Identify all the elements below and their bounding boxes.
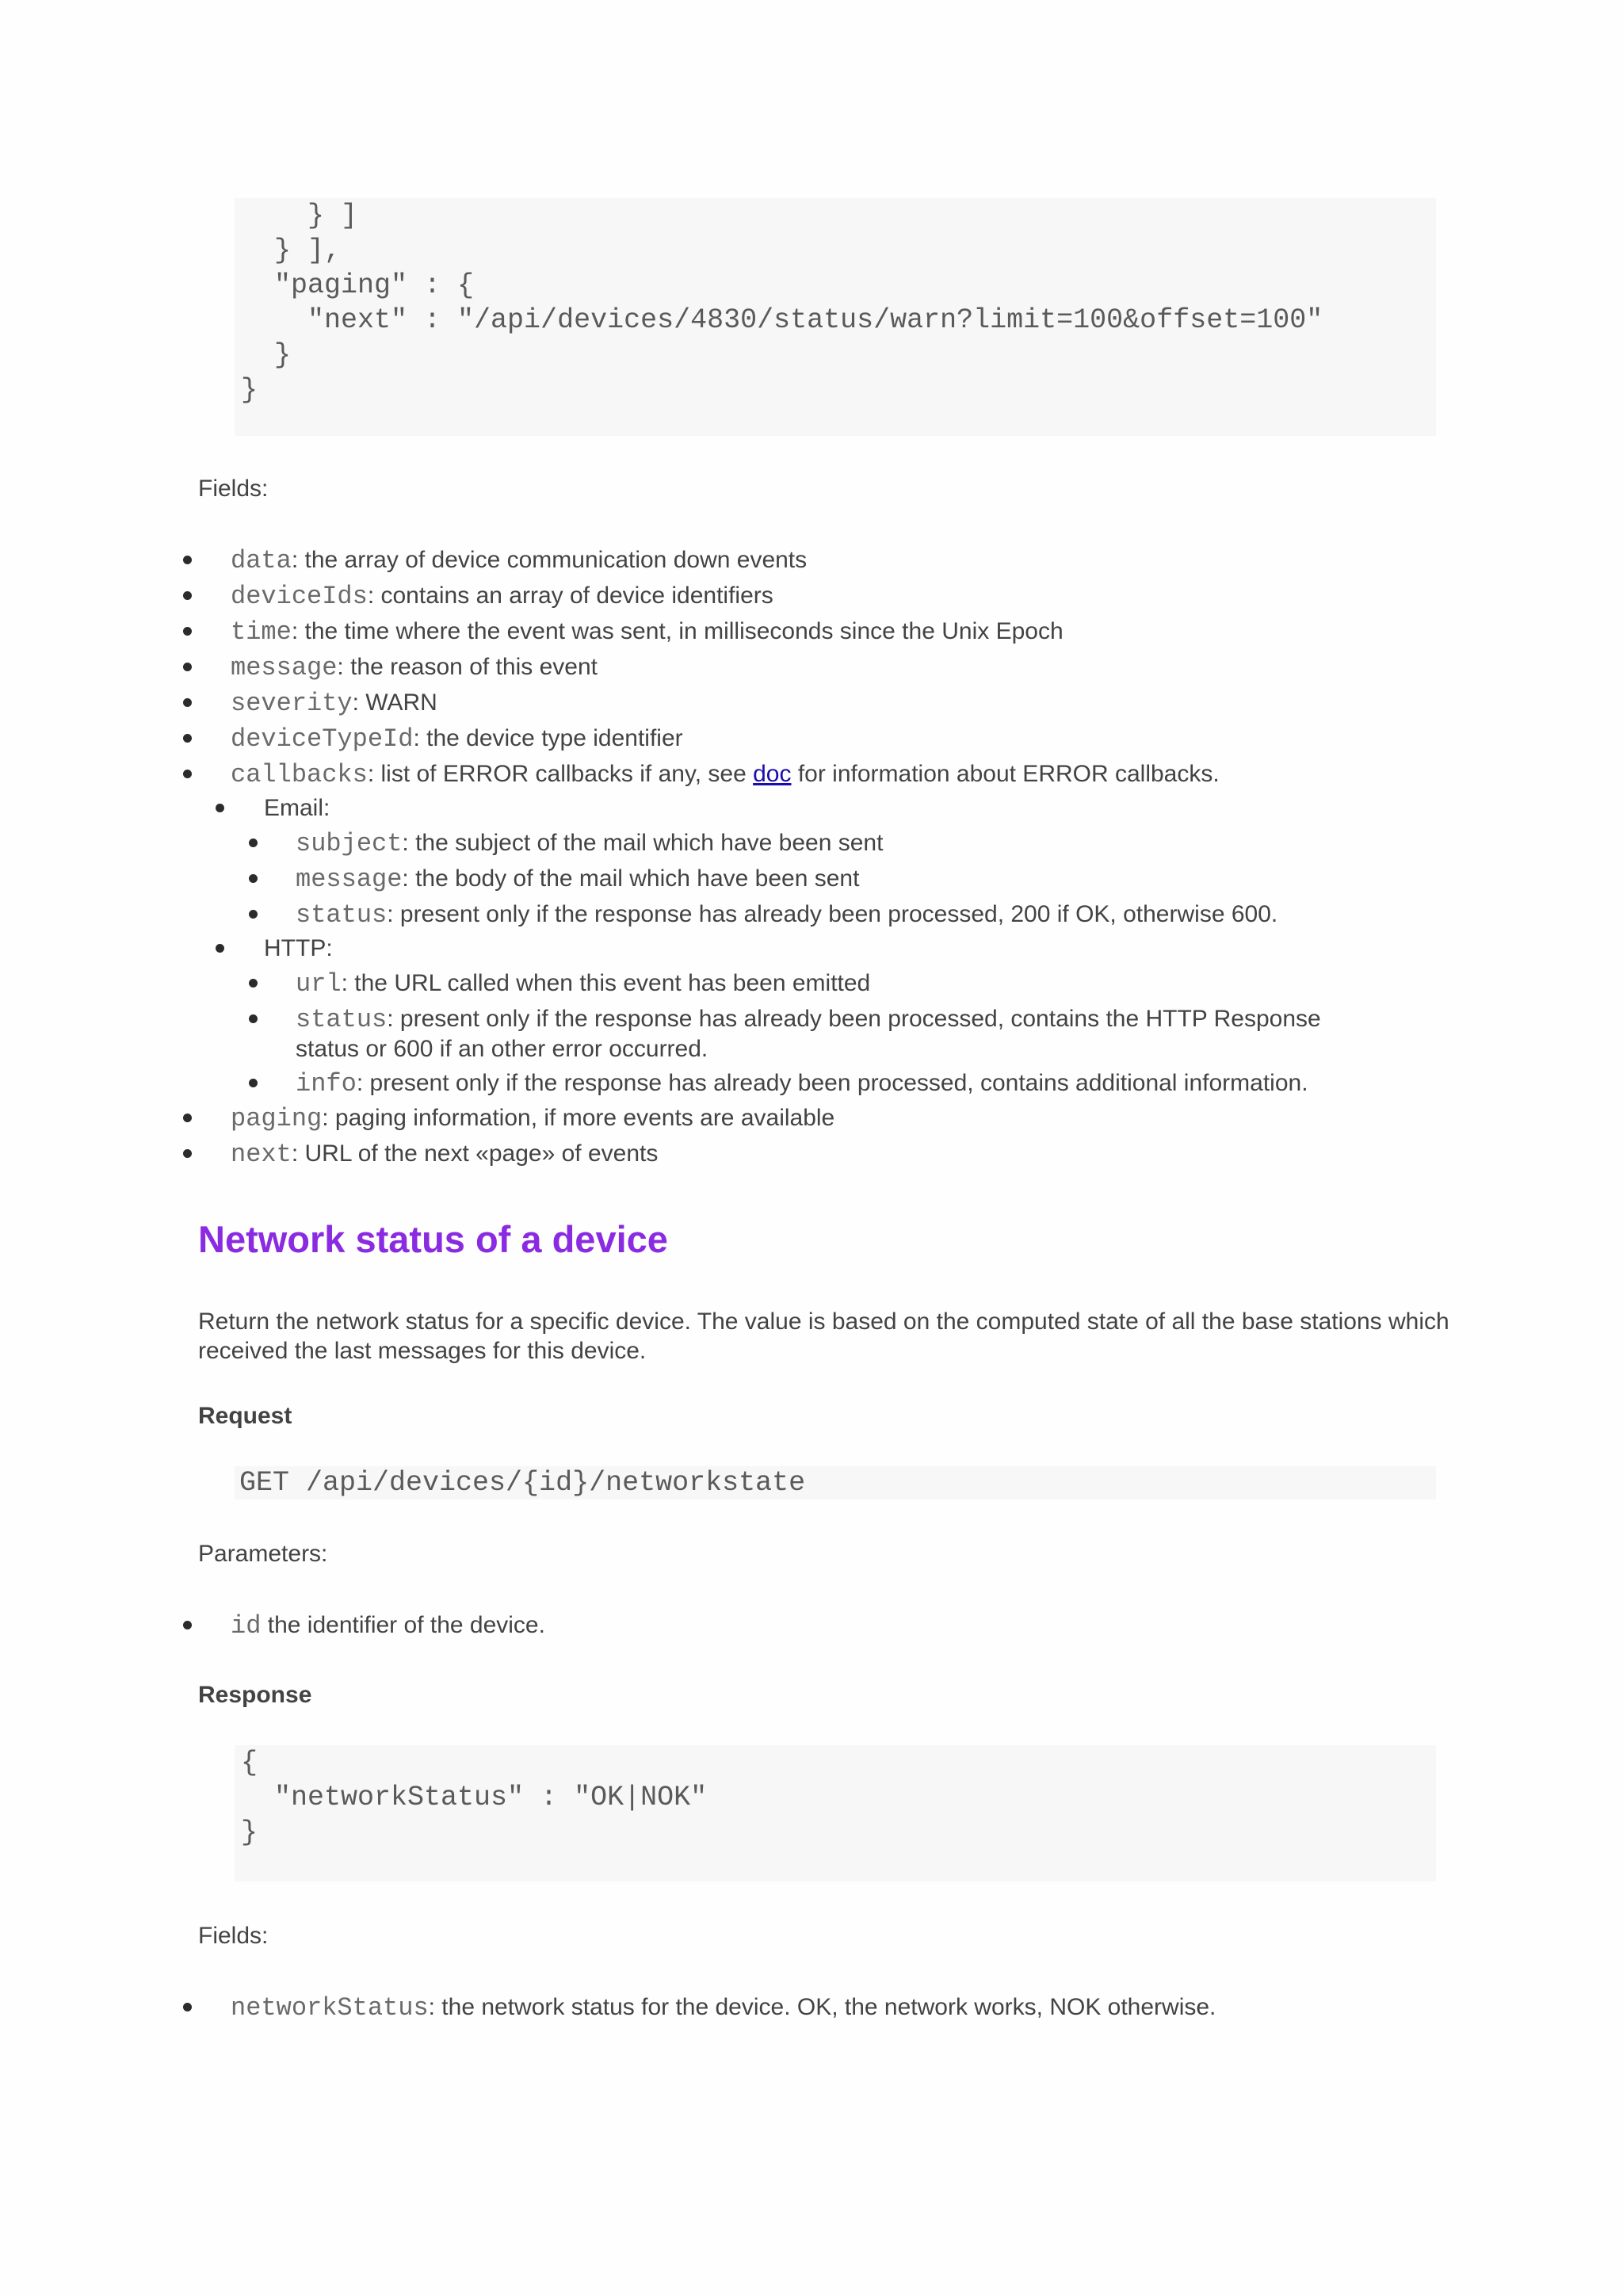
field-description: : contains an array of device identifiers <box>367 583 773 609</box>
response-label: Response <box>198 1682 312 1708</box>
bullet-icon <box>249 839 258 847</box>
field-code: deviceTypeId <box>231 724 414 754</box>
code-line: } ], <box>241 235 342 266</box>
bullet-icon <box>216 804 224 812</box>
field-description: : the device type identifier <box>413 725 683 751</box>
field-description: : the time where the event was sent, in milliseconds since the Unix Epoch <box>291 618 1064 644</box>
list-item <box>231 1610 545 1641</box>
field-description: : paging information, if more events are available <box>322 1105 835 1131</box>
code-line: { <box>241 1747 258 1778</box>
list-item <box>231 1103 834 1133</box>
list-item <box>296 1068 1308 1098</box>
field-code: subject <box>296 829 403 858</box>
code-block-request <box>235 1466 1436 1499</box>
bullet-icon <box>183 734 192 743</box>
list-item <box>231 652 598 682</box>
list-item <box>231 617 1064 647</box>
list-item <box>231 1992 1216 2023</box>
bullet-icon <box>183 1149 192 1158</box>
field-description: : the reason of this event <box>337 654 598 680</box>
request-code: GET /api/devices/{id}/networkstate <box>239 1467 806 1499</box>
list-item <box>296 864 859 894</box>
field-description: : the subject of the mail which have been sent <box>402 830 884 856</box>
field-code: message <box>231 653 338 682</box>
field-code: status <box>296 900 388 930</box>
section-heading: Network status of a device <box>198 1218 668 1260</box>
bullet-icon <box>249 874 258 883</box>
field-description: : present only if the response has already been processed, contains the HTTP Response status or 600 if an other error occurred. <box>296 1006 1321 1062</box>
field-description: : present only if the response has already been processed, contains additional information. <box>356 1070 1308 1096</box>
fields-label: Fields: <box>198 1923 269 1949</box>
code-line: } <box>241 374 258 406</box>
field-code: deviceIds <box>231 582 368 611</box>
field-code: callbacks <box>231 760 368 789</box>
code-line: "paging" : { <box>241 269 475 301</box>
field-description: : the network status for the device. OK, the network works, NOK otherwise. <box>428 1994 1216 2020</box>
bullet-icon <box>183 2003 192 2011</box>
field-code: info <box>296 1069 357 1098</box>
field-code: networkStatus <box>231 1993 429 2023</box>
field-code: message <box>296 865 403 894</box>
field-description: : the body of the mail which have been sent <box>402 865 860 892</box>
email-label: Email: <box>264 795 330 821</box>
list-item <box>231 759 1220 789</box>
bullet-icon <box>216 944 224 953</box>
field-description: : the array of device communication down events <box>291 547 808 573</box>
field-description: the identifier of the device. <box>261 1612 545 1638</box>
list-item <box>231 724 683 754</box>
list-item <box>231 581 773 611</box>
bullet-icon <box>183 1114 192 1122</box>
field-code: time <box>231 617 292 647</box>
code-block-response <box>235 1745 1436 1881</box>
doc-link[interactable]: doc <box>753 761 792 787</box>
list-item <box>296 900 1277 930</box>
code-line: "next" : "/api/devices/4830/status/warn?limit=100&offset=100" <box>241 304 1323 336</box>
code-line: "networkStatus" : "OK|NOK" <box>241 1782 708 1813</box>
field-code: id <box>231 1611 262 1641</box>
list-item <box>231 688 437 718</box>
field-code: severity <box>231 689 353 718</box>
bullet-icon <box>183 591 192 600</box>
field-description-after: for information about ERROR callbacks. <box>791 761 1220 787</box>
bullet-icon <box>249 1079 258 1087</box>
bullet-icon <box>249 1014 258 1023</box>
bullet-icon <box>183 698 192 707</box>
bullet-icon <box>183 1621 192 1629</box>
code-block-paging <box>235 198 1436 436</box>
field-code: data <box>231 546 292 575</box>
list-item <box>296 828 883 858</box>
field-code: status <box>296 1005 388 1034</box>
field-description: : the URL called when this event has been emitted <box>341 970 871 996</box>
list-item <box>231 1139 658 1169</box>
list-item <box>231 545 807 575</box>
bullet-icon <box>183 663 192 671</box>
http-label: HTTP: <box>264 935 333 961</box>
section-description: Return the network status for a specific device. The value is based on the computed state of all the base stations which received the last messages for this device. <box>198 1308 1449 1364</box>
field-description: : WARN <box>352 690 437 716</box>
bullet-icon <box>249 979 258 988</box>
bullet-icon <box>249 910 258 919</box>
code-line: } ] <box>241 200 358 231</box>
fields-label: Fields: <box>198 476 269 502</box>
field-description: : present only if the response has already been processed, 200 if OK, otherwise 600. <box>387 901 1278 927</box>
field-code: next <box>231 1140 292 1169</box>
field-code: url <box>296 969 342 999</box>
code-line: } <box>241 1817 258 1848</box>
bullet-icon <box>183 627 192 636</box>
field-description: : list of ERROR callbacks if any, see <box>367 761 754 787</box>
request-label: Request <box>198 1403 292 1429</box>
field-description: : URL of the next «page» of events <box>291 1140 659 1167</box>
bullet-icon <box>183 770 192 778</box>
list-item <box>296 968 870 999</box>
code-line: } <box>241 339 292 371</box>
list-item <box>296 1004 1389 1064</box>
bullet-icon <box>183 556 192 564</box>
parameters-label: Parameters: <box>198 1541 328 1567</box>
field-code: paging <box>231 1104 323 1133</box>
